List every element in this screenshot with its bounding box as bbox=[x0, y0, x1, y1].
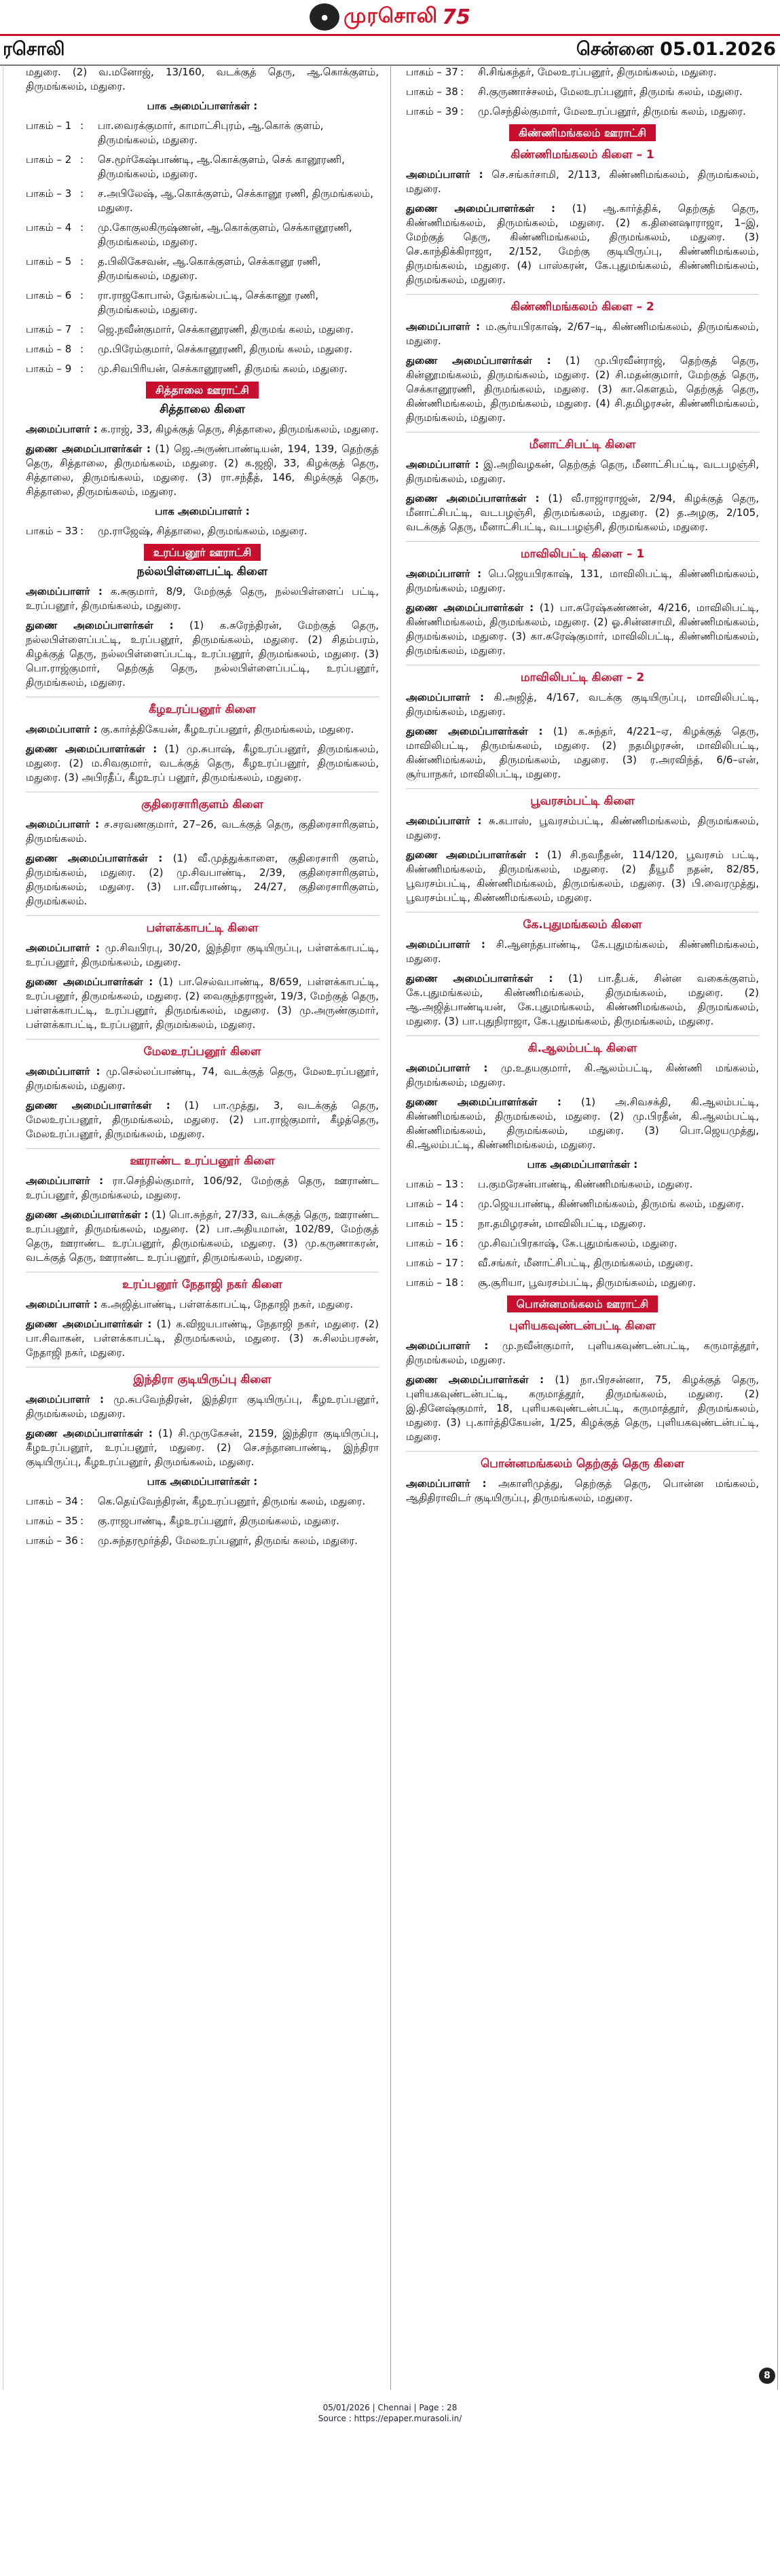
separator: : bbox=[80, 221, 84, 234]
person-details: (1) நா.பிரசன்னா, 75, கிழக்குத் தெரு, புளியகவுண்டன்பட்டி, கருமாத்தூர், திருமங்கலம், மதுரை. (2) இ.தினேஷ்குமார், 18, புளியகவுண்டன்பட்டி, கருமாத்தூர், திருமங்கலம், மதுரை. (3) பு.கார்த்திகேயன், 1/25, கிழக்குத் தெரு, புளியகவுண்டன்பட்டி, மதுரை. bbox=[406, 1374, 759, 1443]
notice-paragraph bbox=[406, 691, 759, 719]
person-details: (1) க.சுரேந்திரன், மேற்குத் தெரு, நல்லபிள்ளைப்பட்டி, உரப்பனூர், திருமங்கலம், மதுரை. (2) சிதம்பரம், கிழக்குத் தெரு, நல்லபிள்ளைப்பட்டி, உரப்பனூர், திருமங்கலம், மதுரை. (3) பொ.ராஜ்குமார், தெற்குத் தெரு, நல்லபிள்ளைப்பட்டி, உரப்பனூர், திருமங்கலம், மதுரை. bbox=[26, 619, 379, 688]
branch-heading: கே.புதுமங்கலம் கிளை bbox=[406, 912, 759, 932]
notice-paragraph bbox=[26, 422, 379, 437]
separator: : bbox=[460, 1257, 464, 1269]
booth-number: பாகம் – 18 bbox=[406, 1276, 458, 1289]
booth-row bbox=[26, 1534, 379, 1548]
booth-row bbox=[406, 1256, 759, 1270]
panchayat-title: கிண்ணிமங்கலம் ஊராட்சி bbox=[509, 124, 656, 141]
person-details: மு.நவீன்குமார், புளியகவுண்டன்பட்டி, கருமாத்தூர், திருமங்கலம், மதுரை. bbox=[406, 1340, 759, 1366]
notice-paragraph bbox=[406, 567, 759, 595]
notice-paragraph bbox=[406, 1373, 759, 1444]
role-label: துணை அமைப்பாளர்கள் : bbox=[406, 1096, 561, 1108]
page-edge bbox=[0, 65, 3, 2390]
person-details: சி.ஆனந்தபாண்டி, கே.புதுமங்கலம், கிண்ணிமங்கலம், மதுரை. bbox=[406, 938, 759, 965]
booth-number: பாகம் – 35 bbox=[26, 1515, 78, 1527]
person-details: கி.அஜித், 4/167, வடக்கு குடியிருப்பு, மாவிலிபட்டி, திருமங்கலம், மதுரை. bbox=[406, 691, 759, 718]
panchayat-title: பொன்னமங்கலம் ஊராட்சி bbox=[507, 1295, 658, 1312]
notice-paragraph bbox=[26, 851, 379, 908]
role-label: அமைப்பாளர் : bbox=[406, 815, 482, 827]
role-label: துணை அமைப்பாளர்கள் : bbox=[26, 1209, 149, 1221]
notice-paragraph bbox=[26, 941, 379, 970]
booth-coordinator: த.பிலிகேசவன், ஆ.கொக்குளம், செக்கானூ ரணி, திருமங்கலம், மதுரை. bbox=[98, 255, 321, 282]
separator: : bbox=[80, 119, 84, 132]
separator: : bbox=[80, 343, 84, 355]
role-label: துணை அமைப்பாளர்கள் : bbox=[26, 443, 151, 455]
notice-paragraph bbox=[26, 1174, 379, 1202]
branch-heading: புளியகவுண்டன்பட்டி கிளை bbox=[509, 1319, 656, 1333]
person-details: (1) வீ.முத்துக்காளை, குதிரைசாரி குளம், திருமங்கலம், மதுரை. (2) மு.சிவபாண்டி, 2/39, குதிரைசாரிகுளம், திருமங்கலம், மதுரை. (3) பா.வீரபாண்டி, 24/27, குதிரைசாரிகுளம், திருமங்கலம். bbox=[26, 852, 379, 907]
booth-number: பாகம் – 8 bbox=[26, 343, 72, 355]
role-label: அமைப்பாளர் : bbox=[26, 1393, 105, 1405]
branch-heading: சித்தாலை கிளை bbox=[160, 403, 245, 416]
booth-coordinator: மு.பிரேம்குமார், செக்கானூரணி, திருமங் கலம், மதுரை. bbox=[98, 343, 352, 355]
person-details: (1) சி.முருகேசன், 2159, இந்திரா குடியிருப்பு, கீழஉரப்பனூர், உரப்பனூர், மதுரை. (2) செ.சந்தானபாண்டி, இந்திரா குடியிருப்பு, கீழஉரப்பனூர், திருமங்கலம், மதுரை. bbox=[26, 1427, 379, 1468]
booth-number: பாகம் – 33 bbox=[26, 525, 78, 537]
anniversary-mark: 75 bbox=[442, 5, 470, 29]
notice-paragraph bbox=[406, 724, 759, 781]
role-label: அமைப்பாளர் : bbox=[26, 585, 103, 597]
role-label: துணை அமைப்பாளர்கள் : bbox=[406, 602, 534, 614]
notice-paragraph bbox=[406, 168, 759, 196]
branch-heading: மேலஉரப்பனூர் கிளை bbox=[26, 1039, 379, 1059]
role-label: அமைப்பாளர் : bbox=[406, 1477, 487, 1490]
person-details: (1) ஜெ.அருண்பாண்டியன், 194, 139, தெற்குத் தெரு, சித்தாலை, திருமங்கலம், மதுரை. (2) க.ஜஜி, 33, கிழக்குத் தெரு, சித்தாலை, திருமங்கலம், மதுரை. (3) ரா.சந்தீத், 146, கிழக்குத் தெரு, சித்தாலை, திருமங்கலம், மதுரை. bbox=[26, 443, 379, 498]
person-details: (1) அ.சிவசக்தி, கி.ஆலம்பட்டி, கிண்ணிமங்கலம், திருமங்கலம், மதுரை. (2) மு.பிரதீன், கி.ஆலம்பட்டி, கிண்ணிமங்கலம், திருமங்கலம், மதுரை. (3) பொ.ஜெயமுத்து, கி.ஆலம்பட்டி, கிண்ணிமங்கலம், மதுரை. bbox=[406, 1096, 759, 1151]
role-label: அமைப்பாளர் : bbox=[26, 818, 100, 830]
booth-number: பாகம் – 6 bbox=[26, 289, 72, 301]
notice-paragraph bbox=[406, 814, 759, 843]
role-label: அமைப்பாளர் : bbox=[26, 423, 98, 435]
person-details: (1) க.சுந்தர், 4/221–ஏ, கிழக்குத் தெரு, மாவிலிபட்டி, திருமங்கலம், மதுரை. (2) நதமிழரசன், மாவிலிபட்டி, கிண்ணிமங்கலம், திருமங்கலம், மதுரை. (3) ர.அரவிந்த், 6/6–என், சூர்யாநகர், மாவிலிபட்டி, மதுரை. bbox=[406, 725, 759, 780]
branch-heading: நல்லபிள்ளைபட்டி கிளை bbox=[136, 565, 268, 578]
notice-paragraph bbox=[26, 585, 379, 613]
role-label: துணை அமைப்பாளர்கள் : bbox=[26, 743, 157, 755]
notice-paragraph bbox=[26, 742, 379, 785]
separator: : bbox=[460, 1178, 464, 1190]
notice-paragraph bbox=[26, 442, 379, 499]
notice-paragraph bbox=[26, 65, 379, 94]
person-details: மு.உதயகுமார், கி.ஆலம்பட்டி, கிண்ணி மங்கலம், திருமங்கலம், மதுரை. bbox=[406, 1062, 759, 1088]
masthead bbox=[0, 0, 780, 34]
booth-row bbox=[26, 362, 379, 376]
panchayat-title: சித்தாலை ஊராட்சி bbox=[146, 382, 259, 399]
booth-row bbox=[26, 187, 379, 215]
booth-coordinator: ரா.ராஜகோபால், தேங்கல்பட்டி, செக்கானூ ரணி, திருமங்கலம், மதுரை. bbox=[98, 289, 318, 316]
branch-heading: பள்ளக்காபட்டி கிளை bbox=[26, 915, 379, 936]
separator: : bbox=[80, 1534, 84, 1547]
booth-row bbox=[26, 1514, 379, 1528]
booth-row bbox=[406, 1217, 759, 1231]
booth-number: பாகம் – 16 bbox=[406, 1237, 458, 1249]
role-label: அமைப்பாளர் : bbox=[406, 320, 481, 333]
branch-heading: பூவரசம்பட்டி கிளை bbox=[406, 788, 759, 809]
role-label: துணை அமைப்பாளர்கள் : bbox=[26, 976, 153, 988]
branch-heading: மாவிலிபட்டி கிளை – 2 bbox=[406, 665, 759, 685]
separator: : bbox=[460, 1237, 464, 1249]
person-details: இ.அறிவழகன், தெற்குத் தெரு, மீனாட்சிபட்டி, வடபழஞ்சி, திருமங்கலம், மதுரை. bbox=[406, 458, 759, 485]
separator: : bbox=[460, 1198, 464, 1210]
booth-row bbox=[26, 119, 379, 147]
notice-paragraph bbox=[406, 1095, 759, 1152]
role-label: அமைப்பாளர் : bbox=[406, 458, 479, 471]
booth-row bbox=[406, 1276, 759, 1290]
booth-number: பாகம் – 3 bbox=[26, 187, 72, 200]
right-edge bbox=[777, 65, 778, 2390]
notice-paragraph bbox=[406, 1477, 759, 1505]
notice-paragraph bbox=[26, 1065, 379, 1093]
edition-date: சென்னை 05.01.2026 bbox=[576, 38, 776, 60]
booth-coordinator: பா.வைரக்குமார், காமாட்சிபுரம், ஆ.கொக் குளம், திருமங்கலம், மதுரை. bbox=[98, 119, 324, 146]
role-label: அமைப்பாளர் : bbox=[26, 1298, 98, 1310]
role-label: துணை அமைப்பாளர்கள் : bbox=[406, 202, 556, 215]
booth-row bbox=[26, 323, 379, 337]
person-details: (1) பா.முத்து, 3, வடக்குத் தெரு, மேலஉரப்பனூர், திருமங்கலம், மதுரை. (2) பா.ராஜ்குமார், கீழத்தெரு, மேலஉரப்பனூர், திருமங்கலம், மதுரை. bbox=[26, 1099, 379, 1140]
emblem-icon: ● bbox=[310, 3, 339, 31]
booth-row bbox=[26, 221, 379, 249]
booth-number: பாகம் – 15 bbox=[406, 1217, 458, 1230]
booth-number: பாகம் – 36 bbox=[26, 1534, 78, 1547]
person-details: ரா.செந்தில்குமார், 106/92, மேற்குத் தெரு, ஊராண்ட உரப்பனூர், திருமங்கலம், மதுரை. bbox=[26, 1175, 379, 1201]
notice-paragraph bbox=[26, 619, 379, 690]
booth-number: பாகம் – 7 bbox=[26, 323, 72, 335]
notice-paragraph bbox=[406, 354, 759, 425]
separator: : bbox=[460, 86, 464, 98]
role-label: துணை அமைப்பாளர்கள் : bbox=[26, 852, 163, 864]
separator: : bbox=[460, 66, 464, 78]
logo[interactable] bbox=[310, 3, 470, 31]
logo-text: முரசொலி bbox=[343, 3, 439, 28]
booth-row bbox=[26, 153, 379, 181]
booth-number: பாகம் – 14 bbox=[406, 1198, 458, 1210]
branch-heading: குதிரைசாரிகுளம் கிளை bbox=[26, 792, 379, 812]
notice-paragraph bbox=[26, 1427, 379, 1469]
branch-heading: மாவிலிபட்டி கிளை – 1 bbox=[406, 541, 759, 562]
notice-paragraph bbox=[26, 1099, 379, 1141]
booth-coordinator: கு.ராஜபாண்டி, கீழஉரப்பனூர், திருமங்கலம், மதுரை. bbox=[98, 1515, 339, 1527]
person-details: ம.சூர்யபிரகாஷ், 2/67–டி, கிண்ணிமங்கலம், திருமங்கலம், மதுரை. bbox=[406, 320, 759, 347]
separator: : bbox=[80, 1515, 84, 1527]
notice-paragraph bbox=[406, 320, 759, 348]
role-label: துணை அமைப்பாளர்கள் : bbox=[26, 619, 174, 631]
separator: : bbox=[80, 153, 84, 166]
person-details: (1) பொ.சுந்தர், 27/33, வடக்குத் தெரு, ஊராண்ட உரப்பனூர், திருமங்கலம், மதுரை. (2) பா.அதியமான், 102/89, மேற்குத் தெரு, ஊராண்ட உரப்பனூர், திருமங்கலம், மதுரை. (3) மு.கருணாகரன், வடக்குத் தெரு, ஊராண்ட உரப்பனூர், திருமங்கலம், மதுரை. bbox=[26, 1209, 379, 1264]
notice-paragraph bbox=[406, 601, 759, 658]
booth-row bbox=[26, 342, 379, 356]
person-details: க.சுகுமார், 8/9, மேற்குத் தெரு, நல்லபிள்ளைப் பட்டி, உரப்பனூர், திருமங்கலம், மதுரை. bbox=[26, 585, 379, 612]
booth-number: பாகம் – 39 bbox=[406, 105, 458, 117]
footer-source[interactable]: Source : https://epaper.murasoli.in/ bbox=[318, 2414, 462, 2423]
role-label: அமைப்பாளர் : bbox=[26, 1175, 104, 1187]
notice-paragraph bbox=[26, 722, 379, 737]
booth-row bbox=[26, 524, 379, 538]
date-bar bbox=[0, 34, 780, 66]
notice-paragraph bbox=[406, 1061, 759, 1090]
person-details: பெ.ஜெயபிரகாஷ், 131, மாவிலிபட்டி, கிண்ணிமங்கலம், திருமங்கலம், மதுரை. bbox=[406, 568, 759, 594]
branch-heading: கிண்ணிமங்கலம் கிளை – 1 bbox=[510, 148, 654, 162]
section-heading: பாக அமைப்பாளர்கள் : bbox=[527, 1158, 638, 1171]
booth-coordinator: சி.குருணாச்சலம், மேலஉரப்பனூர், திருமங் கலம், மதுரை. bbox=[478, 86, 743, 98]
person-details: (1) பா.செல்வபாண்டி, 8/659, பள்ளக்காபட்டி, உரப்பனூர், திருமங்கலம், மதுரை. (2) வைகுந்தராஜன், 19/3, மேற்குத் தெரு, பள்ளக்காபட்டி, உரப்பனூர், திருமங்கலம், மதுரை. (3) மு.அருண்குமார், பள்ளக்காபட்டி, உரப்பனூர், திருமங்கலம், மதுரை. bbox=[26, 976, 379, 1031]
branch-heading: கிண்ணிமங்கலம் கிளை – 2 bbox=[406, 294, 759, 314]
role-label: துணை அமைப்பாளர்கள் : bbox=[406, 725, 543, 737]
booth-number: பாகம் – 4 bbox=[26, 221, 72, 234]
person-details: க.ராஜ், 33, கிழக்குத் தெரு, சித்தாலை, திருமங்கலம், மதுரை. bbox=[97, 423, 379, 435]
role-label: அமைப்பாளர் : bbox=[406, 568, 482, 580]
booth-coordinator: மு.சிவப்பிரகாஷ், கே.புதுமங்கலம், மதுரை. bbox=[478, 1237, 677, 1249]
person-details: செ.சங்கர்சாமி, 2/113, கிண்ணிமங்கலம், திருமங்கலம், மதுரை. bbox=[406, 168, 759, 195]
separator: : bbox=[80, 1495, 84, 1507]
role-label: துணை அமைப்பாளர்கள் : bbox=[406, 1374, 544, 1386]
notice-paragraph bbox=[26, 1393, 379, 1421]
booth-coordinator: வீ.சங்கர், மீனாட்சிபட்டி, திருமங்கலம், மதுரை. bbox=[478, 1257, 694, 1269]
panchayat-banner bbox=[406, 1295, 759, 1312]
booth-number: பாகம் – 5 bbox=[26, 255, 72, 268]
separator: : bbox=[460, 1276, 464, 1289]
branch-heading: கி.ஆலம்பட்டி கிளை bbox=[406, 1035, 759, 1056]
footer-info: 05/01/2026 | Chennai | Page : 28 bbox=[322, 2403, 458, 2412]
separator: : bbox=[80, 363, 84, 375]
role-label: துணை அமைப்பாளர்கள் : bbox=[406, 354, 551, 367]
booth-row bbox=[406, 1236, 759, 1251]
page-number-badge: 8 bbox=[759, 2368, 775, 2384]
booth-number: பாகம் – 17 bbox=[406, 1257, 458, 1269]
separator: : bbox=[80, 525, 84, 537]
booth-row bbox=[406, 1197, 759, 1211]
column-right bbox=[406, 65, 759, 1511]
role-label: துணை அமைப்பாளர்கள் : bbox=[406, 849, 539, 861]
booth-coordinator: செ.மூர்கேஷ்பாண்டி, ஆ.கொக்குளம், செக் கானூரணி, திருமங்கலம், மதுரை. bbox=[98, 153, 345, 180]
role-label: துணை அமைப்பாளர்கள் : bbox=[26, 1099, 170, 1111]
person-details: மு.சிவபிரபு, 30/20, இந்திரா குடியிருப்பு, பள்ளக்காபட்டி, உரப்பனூர், திருமங்கலம், மதுரை. bbox=[26, 942, 379, 968]
person-details: (1) க.விஜயபாண்டி, நேதாஜி நகர், மதுரை. (2) பா.சிவாகன், பள்ளக்காபட்டி, திருமங்கலம், மதுரை. (3) சு.சிலம்பரசன், நேதாஜி நகர், மதுரை. bbox=[26, 1318, 379, 1359]
role-label: அமைப்பாளர் : bbox=[26, 1065, 100, 1078]
notice-paragraph bbox=[26, 975, 379, 1032]
panchayat-banner bbox=[26, 544, 379, 561]
section-heading: பாக அமைப்பாளர்கள் : bbox=[147, 1475, 258, 1488]
person-details: (1) சி.நவநீதன், 114/120, பூவரசம் பட்டி, கிண்ணிமங்கலம், திருமங்கலம், மதுரை. (2) தீயூமீ நதன், 82/85, பூவரசம்பட்டி, கிண்ணிமங்கலம், திருமங்கலம், மதுரை. (3) பி.வைரமுத்து, பூவரசம்பட்டி, கிண்ணிமங்கலம், மதுரை. bbox=[406, 849, 759, 904]
booth-coordinator: மு.செந்தில்குமார், மேலஉரப்பனூர், திருமங் கலம், மதுரை. bbox=[478, 105, 746, 117]
booth-coordinator: மு.ராஜேஷ், சித்தாலை, திருமங்கலம், மதுரை. bbox=[98, 525, 308, 537]
booth-row bbox=[26, 1494, 379, 1509]
booth-coordinator: ஜெ.நவீன்குமார், செக்கானூரணி, திருமங் கலம், மதுரை. bbox=[98, 323, 354, 335]
booth-row bbox=[26, 289, 379, 317]
booth-row bbox=[406, 1177, 759, 1192]
person-details: (1) மு.பிரவீன்ராஜ், தெற்குத் தெரு, கின்னூமங்கலம், திருமங்கலம், மதுரை. (2) சி.மதன்குமார், மேற்குத் தெரு, செக்கானூரணி, திருமங்கலம், மதுரை. (3) கா.கௌதம், தெற்குத் தெரு, கிண்ணிமங்கலம், திருமங்கலம், மதுரை. (4) சி.தமிழரசன், கிண்ணிமங்கலம், திருமங்கலம், மதுரை. bbox=[406, 354, 759, 424]
role-label: அமைப்பாளர் : bbox=[406, 938, 485, 951]
booth-row bbox=[26, 255, 379, 283]
role-label: அமைப்பாளர் : bbox=[26, 942, 100, 954]
booth-number: பாகம் – 34 bbox=[26, 1495, 78, 1507]
booth-coordinator: ப.குமரேசன்பாண்டி, கிண்ணிமங்கலம், மதுரை. bbox=[478, 1178, 693, 1190]
booth-row bbox=[406, 85, 759, 99]
role-label: துணை அமைப்பாளர்கள் : bbox=[406, 972, 553, 985]
panchayat-title: உரப்பனூர் ஊராட்சி bbox=[144, 544, 261, 561]
role-label: அமைப்பாளர் : bbox=[406, 691, 485, 703]
person-details: மதுரை. (2) வ.மனோஜ், 13/160, வடக்குத் தெரு, ஆ.கொக்குளம், திருமங்கலம், மதுரை. bbox=[26, 66, 379, 92]
section-heading: பாக அமைப்பாளர்கள் : bbox=[147, 100, 258, 112]
role-label: அமைப்பாளர் : bbox=[406, 168, 483, 181]
notice-paragraph bbox=[26, 1298, 379, 1312]
booth-coordinator: ச.அபிலேஷ், ஆ.கொக்குளம், செக்கானூ ரணி, திருமங்கலம், மதுரை. bbox=[98, 187, 373, 214]
role-label: அமைப்பாளர் : bbox=[406, 1340, 489, 1352]
branch-heading: பொன்னமங்கலம் தெற்குத் தெரு கிளை bbox=[406, 1451, 759, 1471]
role-label: துணை அமைப்பாளர்கள் : bbox=[406, 492, 540, 504]
notice-paragraph bbox=[406, 972, 759, 1029]
booth-coordinator: மு.கோகுலகிருஷ்ணன், ஆ.கொக்குளம், செக்கானூரணி, திருமங்கலம், மதுரை. bbox=[98, 221, 352, 248]
notice-paragraph bbox=[26, 1208, 379, 1265]
separator: : bbox=[80, 289, 84, 301]
booth-coordinator: மு.சிவபிரியன், செக்கானூரணி, திருமங் கலம், மதுரை. bbox=[98, 363, 348, 375]
person-details: (1) ஆ.கார்த்திக், தெற்குத் தெரு, கிண்ணிமங்கலம், திருமங்கலம், மதுரை. (2) க.தினைஷாராஜா, 1–இ, மேற்குத் தெரு, கிண்ணிமங்கலம், திருமங்கலம், மதுரை. (3) செ.காந்திக்கிராஜா, 2/152, மேற்கு குடியிருப்பு, கிண்ணிமங்கலம், திருமங்கலம், மதுரை. (4) பாஸ்கரன், கே.புதுமங்கலம், கிண்ணிமங்கலம், திருமங்கலம், மதுரை. bbox=[406, 202, 759, 286]
panchayat-banner bbox=[406, 124, 759, 141]
person-details: (1) வீ.ராஜாராஜன், 2/94, கிழக்குத் தெரு, மீனாட்சிபட்டி, வடபழஞ்சி, திருமங்கலம், மதுரை. (2) த.அழகு, 2/105, வடக்குத் தெரு, மீனாட்சிபட்டி, வடபழஞ்சி, திருமங்கலம், மதுரை. bbox=[406, 492, 759, 533]
person-details: மு.சுபவேந்திரன், இந்திரா குடியிருப்பு, கீழஉரப்பனூர், திருமங்கலம், மதுரை. bbox=[26, 1393, 379, 1420]
person-details: (1) மு.சுபாஷ், கீழஉரப்பனூர், திருமங்கலம், மதுரை. (2) ம.சிவகுமார், வடக்குத் தெரு, கீழஉரப்பனூர், திருமங்கலம், மதுரை. (3) அபிரதீப், கீழஉரப் பனூர், திருமங்கலம், மதுரை. bbox=[26, 743, 379, 784]
notice-paragraph bbox=[406, 1339, 759, 1367]
booth-number: பாகம் – 37 bbox=[406, 66, 458, 78]
role-label: துணை அமைப்பாளர்கள் : bbox=[26, 1318, 152, 1330]
booth-number: பாகம் – 2 bbox=[26, 153, 72, 166]
booth-number: பாகம் – 9 bbox=[26, 363, 72, 375]
separator: : bbox=[80, 323, 84, 335]
person-details: (1) பா.தீபக், சின்ன வகைக்குளம், கே.புதுமங்கலம், கிண்ணிமங்கலம், திருமங்கலம், மதுரை. (2) ஆ.அஜித்பாண்டியன், கே.புதுமங்கலம், கிண்ணிமங்கலம், திருமங்கலம், மதுரை. (3) பா.புதுநிராஜா, கே.புதுமங்கலம், திருமங்கலம், மதுரை. bbox=[406, 972, 759, 1027]
column-left bbox=[26, 65, 379, 1553]
notice-paragraph bbox=[406, 492, 759, 534]
booth-number: பாகம் – 13 bbox=[406, 1178, 458, 1190]
person-details: க.அஜித்பாண்டி, பள்ளக்காபட்டி, நேதாஜி நகர், மதுரை. bbox=[97, 1298, 354, 1310]
paper-name: ரசொலி bbox=[3, 38, 65, 60]
booth-row bbox=[406, 65, 759, 79]
booth-coordinator: மு.ஜெயபாண்டி, கிண்ணிமங்கலம், திருமங் கலம், மதுரை. bbox=[478, 1198, 745, 1210]
booth-coordinator: நா.தமிழரசன், மாவிலிபட்டி, மதுரை. bbox=[478, 1217, 646, 1230]
panchayat-banner bbox=[26, 382, 379, 399]
role-label: அமைப்பாளர் : bbox=[26, 723, 98, 735]
person-details: மு.செல்லப்பாண்டி, 74, வடக்குத் தெரு, மேலஉரப்பனூர், திருமங்கலம், மதுரை. bbox=[26, 1065, 379, 1092]
person-details: (1) பா.சுரேஷ்கண்ணன், 4/216, மாவிலிபட்டி, கிண்ணிமங்கலம், திருமங்கலம், மதுரை. (2) ஓ.சின்னசாமி, கிண்ணிமங்கலம், திருமங்கலம், மதுரை. (3) கா.சுரேஷ்குமார், மாவிலிபட்டி, கிண்ணிமங்கலம், திருமங்கலம், மதுரை. bbox=[406, 602, 759, 657]
notice-paragraph bbox=[26, 817, 379, 846]
footer bbox=[0, 2402, 780, 2424]
person-details: அகாளிமுத்து, தெற்குத் தெரு, பொன்ன மங்கலம், ஆதிதிராவிடர் குடியிருப்பு, திருமங்கலம், மதுரை. bbox=[406, 1477, 759, 1504]
notice-paragraph bbox=[406, 848, 759, 905]
person-details: சு.கபாஸ், பூவரசம்பட்டி, கிண்ணிமங்கலம், திருமங்கலம், மதுரை. bbox=[406, 815, 759, 841]
person-details: கு.கார்த்திகேயன், கீழஉரப்பனூர், திருமங்கலம், மதுரை. bbox=[97, 723, 354, 735]
booth-coordinator: மு.சுந்தரமூர்த்தி, மேலஉரப்பனூர், திருமங் கலம், மதுரை. bbox=[98, 1534, 358, 1547]
role-label: அமைப்பாளர் : bbox=[406, 1062, 488, 1074]
notice-paragraph bbox=[406, 202, 759, 287]
branch-heading: கீழஉரப்பனூர் கிளை bbox=[26, 697, 379, 717]
booth-coordinator: கெ.தெய்வேந்திரன், கீழஉரப்பனூர், திருமங் கலம், மதுரை. bbox=[98, 1495, 366, 1507]
column-divider bbox=[390, 65, 391, 2390]
booth-coordinator: சி.சிங்கந்தர், மேலஉரப்பனூர், திருமங்கலம், மதுரை. bbox=[478, 66, 717, 78]
section-heading: பாக அமைப்பாளர் : bbox=[155, 505, 250, 517]
separator: : bbox=[80, 255, 84, 268]
role-label: துணை அமைப்பாளர்கள் : bbox=[26, 1427, 153, 1439]
separator: : bbox=[80, 187, 84, 200]
notice-paragraph bbox=[406, 458, 759, 486]
branch-heading: மீனாட்சிபட்டி கிளை bbox=[406, 432, 759, 452]
booth-number: பாகம் – 1 bbox=[26, 119, 72, 132]
notice-paragraph bbox=[406, 938, 759, 966]
separator: : bbox=[460, 105, 464, 117]
branch-heading: உரப்பனூர் நேதாஜி நகர் கிளை bbox=[26, 1272, 379, 1292]
booth-coordinator: சூ.சூரியா, பூவரசம்பட்டி, திருமங்கலம், மதுரை. bbox=[478, 1276, 697, 1289]
notice-paragraph bbox=[26, 1317, 379, 1360]
branch-heading: இந்திரா குடியிருப்பு கிளை bbox=[26, 1367, 379, 1387]
branch-heading: ஊராண்ட உரப்பனூர் கிளை bbox=[26, 1148, 379, 1169]
booth-row bbox=[406, 105, 759, 119]
booth-number: பாகம் – 38 bbox=[406, 86, 458, 98]
person-details: ச.சரவணகுமார், 27–26, வடக்குத் தெரு, குதிரைசாரிகுளம், திருமங்கலம். bbox=[26, 818, 379, 845]
separator: : bbox=[460, 1217, 464, 1230]
